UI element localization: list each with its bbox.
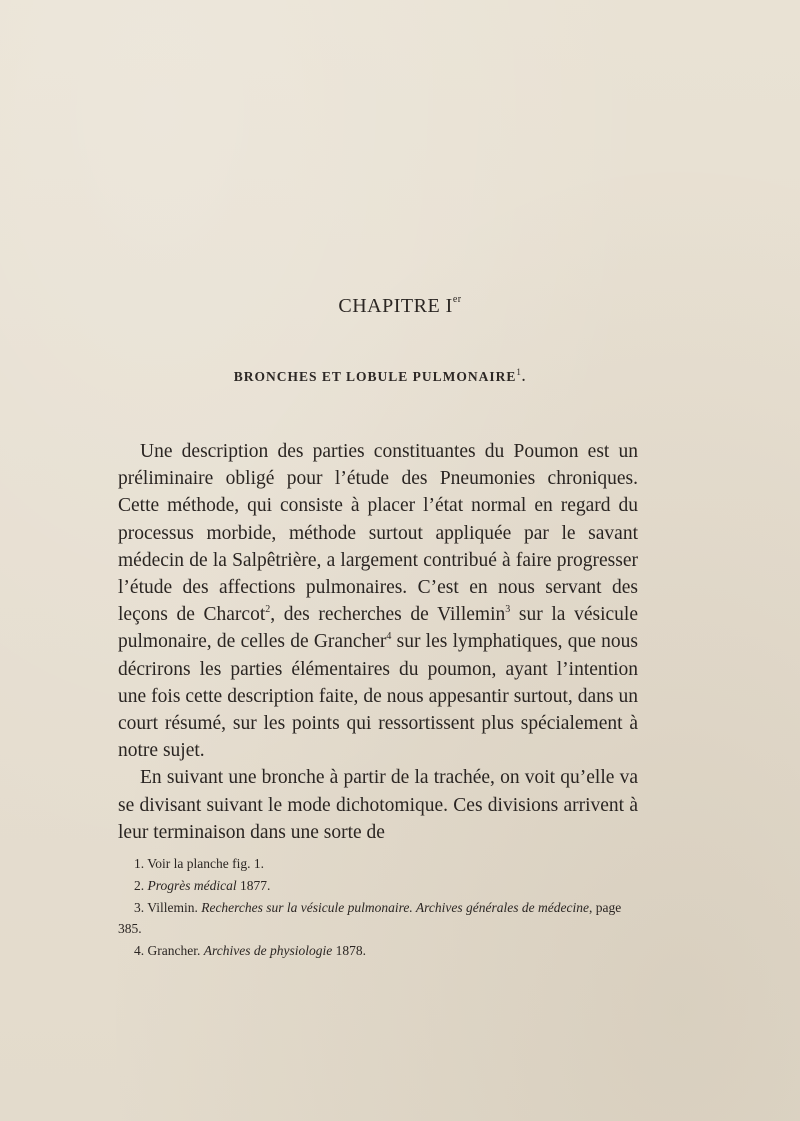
section-title-text: BRONCHES ET LOBULE PULMONAIRE [233,369,517,384]
footnote-3-author: Villemin. [147,899,202,915]
chapter-title-text: CHAPITRE I [338,295,453,317]
chapter-title-superscript: er [452,294,462,305]
chapter-title [0,294,800,318]
p1-part-a: Une description des parties constituantes du Poumon est un préliminaire obligé pour l’étude des Pneumonies chroniques. Cette méthode, qui consiste à placer l’état normal en regard du processus morbide, méthode surtout appliquée par le savant médecin de la Salpêtrière, a largement contribué à faire progresser l’étude des affections pulmonaires. C’est en nous servant des leçons de Charcot [118,441,638,626]
footnote-3-number: 3. [134,899,145,915]
footnote-4-number: 4. [134,943,145,959]
section-footnote-ref: 1 [516,367,522,377]
footnote-ref-2: 2 [265,604,271,616]
section-title-punct: . [521,369,527,384]
p1-part-b: , des recherches de Villemin [270,604,506,626]
footnote-ref-3: 3 [505,604,511,616]
paragraph-2: En suivant une bronche à partir de la trachée, on voit qu’elle va se divisant suivant le mode dichotomique. Ces divisions arrivent à leur terminaison dans une sorte de [118,767,638,843]
footnote-4-author: Grancher. [147,943,204,959]
footnote-2-title: Progrès médical [147,877,237,893]
footnote-1-number: 1. [134,856,145,871]
section-title [0,367,760,385]
footnote-3 [118,897,638,941]
footnote-3-title: Recherches sur la vésicule pulmonaire. Archives générales de médecine [201,899,589,915]
footnotes [118,853,638,962]
p1-part-d: sur les lymphatiques, que nous décrirons les parties élémentaires du poumon, ayant l’intention une fois cette description faite, de nous appesantir surtout, dans un court résumé, sur les points qui ressortissent plus spécialement à notre sujet. [118,631,638,762]
body-text [118,438,638,846]
footnote-4-year: 1878. [332,943,366,959]
footnote-2 [118,875,638,897]
footnote-2-number: 2. [134,877,145,893]
footnote-1 [118,853,638,875]
footnote-ref-4: 4 [386,631,392,643]
footnote-4 [118,940,638,962]
p1-part-c: sur la vésicule pulmonaire, de celles de Grancher [118,604,638,653]
footnote-3-page: , page 385. [118,899,622,937]
footnote-1-text: Voir la planche fig. 1. [147,856,264,871]
paragraph-1 [118,438,638,764]
footnote-2-year: 1877. [236,877,271,893]
footnote-4-title: Archives de physiologie [203,943,333,959]
